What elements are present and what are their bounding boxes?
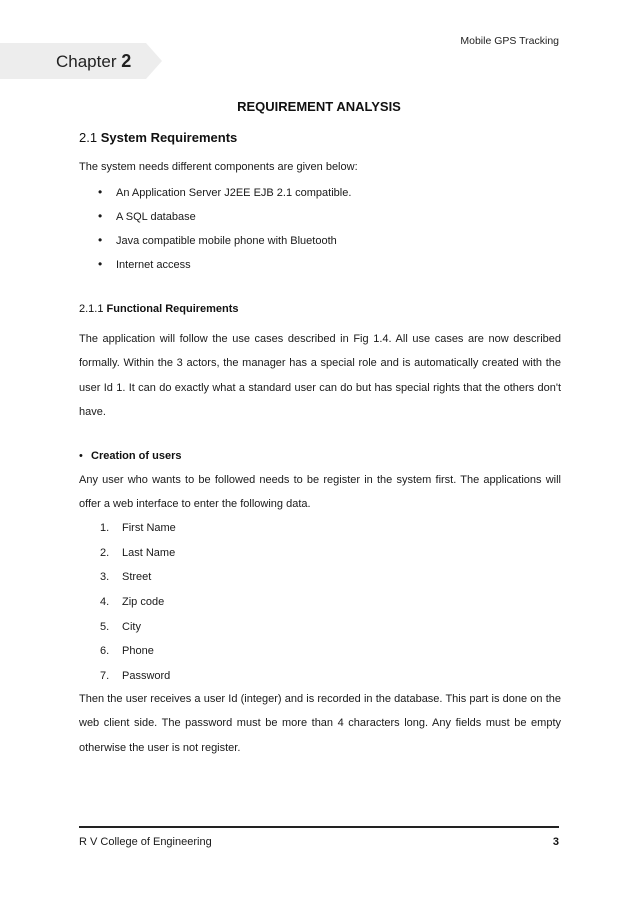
functional-paragraph: The application will follow the use cases described in Fig 1.4. All use cases are now described formally. Within the 3 actors, the manager has a special role and is automatically created with the user Id 1. It can do exactly what a standard user can do but has special rights that the others don't have. xyxy=(79,333,561,418)
list-item-text: Password xyxy=(122,670,171,682)
section-number: 2.1.1 xyxy=(79,303,104,315)
list-number: 6. xyxy=(100,645,110,657)
intro-text: The system needs different components are given below: xyxy=(79,161,358,173)
page-title: REQUIREMENT ANALYSIS xyxy=(237,99,401,114)
chapter-number: 2 xyxy=(121,51,132,71)
list-item xyxy=(100,571,151,583)
footer-college: R V College of Engineering xyxy=(79,836,212,848)
list-number: 5. xyxy=(100,621,110,633)
creation-paragraph: Any user who wants to be followed needs to be register in the system first. The applications will offer a web interface to enter the following data. xyxy=(79,474,561,511)
creation-heading xyxy=(79,450,181,462)
list-item-text: First Name xyxy=(122,522,176,534)
footer-divider xyxy=(79,826,559,828)
list-item xyxy=(98,233,337,247)
list-item-text: Internet access xyxy=(116,259,191,271)
chapter-label xyxy=(56,51,131,72)
section-heading-2-1 xyxy=(79,130,237,145)
list-item-text: A SQL database xyxy=(116,211,196,223)
list-item xyxy=(98,209,196,223)
closing-paragraph: Then the user receives a user Id (integer) and is recorded in the database. This part is done on the web client side. The password must be more than 4 characters long. Any fields must be empty otherwise the user is not register. xyxy=(79,693,561,754)
list-item xyxy=(98,257,191,271)
bullet-icon: • xyxy=(79,450,83,462)
list-item xyxy=(100,522,176,534)
section-title: Functional Requirements xyxy=(106,303,239,315)
list-item xyxy=(100,670,170,682)
section-title: System Requirements xyxy=(100,130,238,145)
list-item-text: City xyxy=(122,621,141,633)
bullet-icon: • xyxy=(98,257,103,271)
list-item-text: Street xyxy=(122,571,152,583)
list-item xyxy=(100,621,141,633)
list-number: 2. xyxy=(100,547,110,559)
section-number: 2.1 xyxy=(79,130,98,145)
list-item xyxy=(100,547,175,559)
list-item-text: Phone xyxy=(122,645,154,657)
list-item xyxy=(100,645,154,657)
page-number: 3 xyxy=(552,836,559,848)
bullet-icon: • xyxy=(98,185,103,199)
chapter-word: Chapter xyxy=(56,52,117,71)
list-item xyxy=(98,185,351,199)
list-number: 7. xyxy=(100,670,110,682)
list-item-text: An Application Server J2EE EJB 2.1 compatible. xyxy=(116,187,352,199)
bullet-icon: • xyxy=(98,209,103,223)
running-header: Mobile GPS Tracking xyxy=(460,35,559,47)
bullet-icon: • xyxy=(98,233,103,247)
list-number: 4. xyxy=(100,596,110,608)
list-item xyxy=(100,596,164,608)
list-number: 1. xyxy=(100,522,110,534)
creation-title: Creation of users xyxy=(91,450,182,462)
list-item-text: Zip code xyxy=(122,596,165,608)
list-item-text: Last Name xyxy=(122,547,176,559)
list-item-text: Java compatible mobile phone with Bluetooth xyxy=(116,235,337,247)
section-heading-2-1-1 xyxy=(79,303,239,315)
list-number: 3. xyxy=(100,571,110,583)
